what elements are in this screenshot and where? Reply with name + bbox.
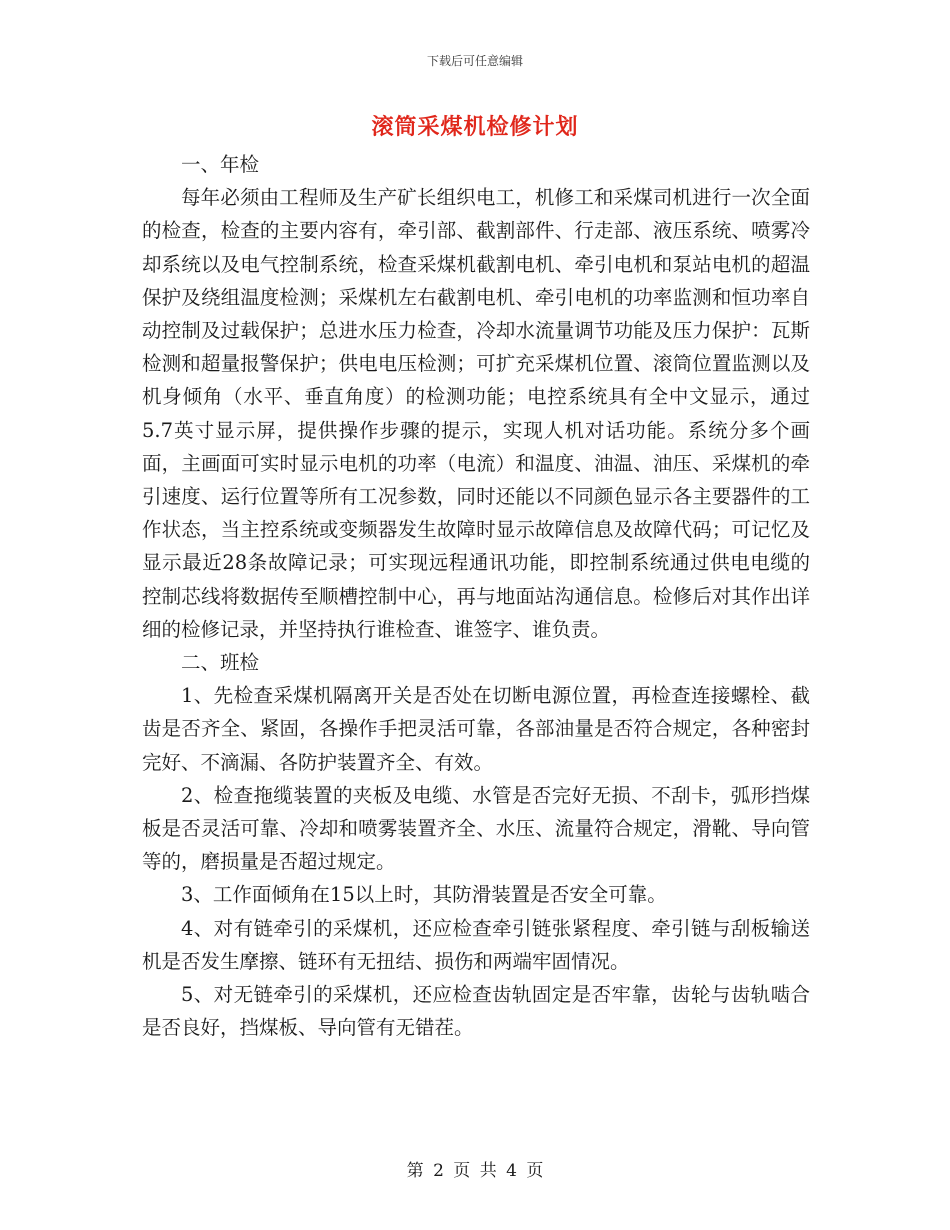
page-number: 第 2 页 共 4 页 — [406, 1161, 544, 1181]
paragraph-annual-inspection: 每年必须由工程师及生产矿长组织电工，机修工和采煤司机进行一次全面的检查，检查的主要内容有，牵引部、截割部件、行走部、液压系统、喷雾冷却系统以及电气控制系统，检查采煤机截割电机、牵引电机和泵站电机的超温保护及绕组温度检测；采煤机左右截割电机、牵引电机的功率监测和恒功率自动控制及过载保护；总进水压力检查，冷却水流量调节功能及压力保护：瓦斯检测和超量报警保护；供电电压检测；可扩充采煤机位置、滚筒位置监测以及机身倾角（水平、垂直角度）的检测功能；电控系统具有全中文显示，通过5.7英寸显示屏，提供操作步骤的提示，实现人机对话功能。系统分多个画面，主画面可实时显示电机的功率（电流）和温度、油温、油压、采煤机的牵引速度、运行位置等所有工况参数，同时还能以不同颜色显示各主要器件的工作状态，当主控系统或变频器发生故障时显示故障信息及故障代码；可记忆及显示最近28条故障记录；可实现远程通讯功能，即控制系统通过供电电缆的控制芯线将数据传至顺槽控制中心，再与地面站沟通信息。检修后对其作出详细的检修记录，并坚持执行谁检查、谁签字、谁负责。 — [142, 186, 810, 641]
paragraph-shift-item-1: 1、先检查采煤机隔离开关是否处在切断电源位置，再检查连接螺栓、截齿是否齐全、紧固，各操作手把灵活可靠，各部油量是否符合规定，各种密封完好、不滴漏、各防护装置齐全、有效。 — [142, 684, 810, 774]
paragraph-shift-item-3: 3、工作面倾角在15以上时，其防滑装置是否安全可靠。 — [181, 883, 667, 907]
page-header: 下载后可任意编辑 — [426, 54, 523, 68]
section-heading-shift: 二、班检 — [181, 651, 260, 675]
paragraph-shift-item-4: 4、对有链牵引的采煤机，还应检查牵引链张紧程度、牵引链与刮板输送机是否发生摩擦、链环有无扭结、损伤和两端牢固情况。 — [142, 916, 810, 973]
paragraph-shift-item-5: 5、对无链牵引的采煤机，还应检查齿轨固定是否牢靠，齿轮与齿轨啮合是否良好，挡煤板、导向管有无错茬。 — [142, 983, 810, 1040]
document-body — [142, 148, 810, 1044]
section-heading-annual: 一、年检 — [181, 153, 260, 176]
paragraph-shift-item-2: 2、检查拖缆装置的夹板及电缆、水管是否完好无损、不刮卡，弧形挡煤板是否灵活可靠、冷却和喷雾装置齐全、水压、流量符合规定，滑靴、导向管等的，磨损量是否超过规定。 — [142, 783, 810, 874]
document-title: 滚筒采煤机检修计划 — [371, 114, 579, 140]
